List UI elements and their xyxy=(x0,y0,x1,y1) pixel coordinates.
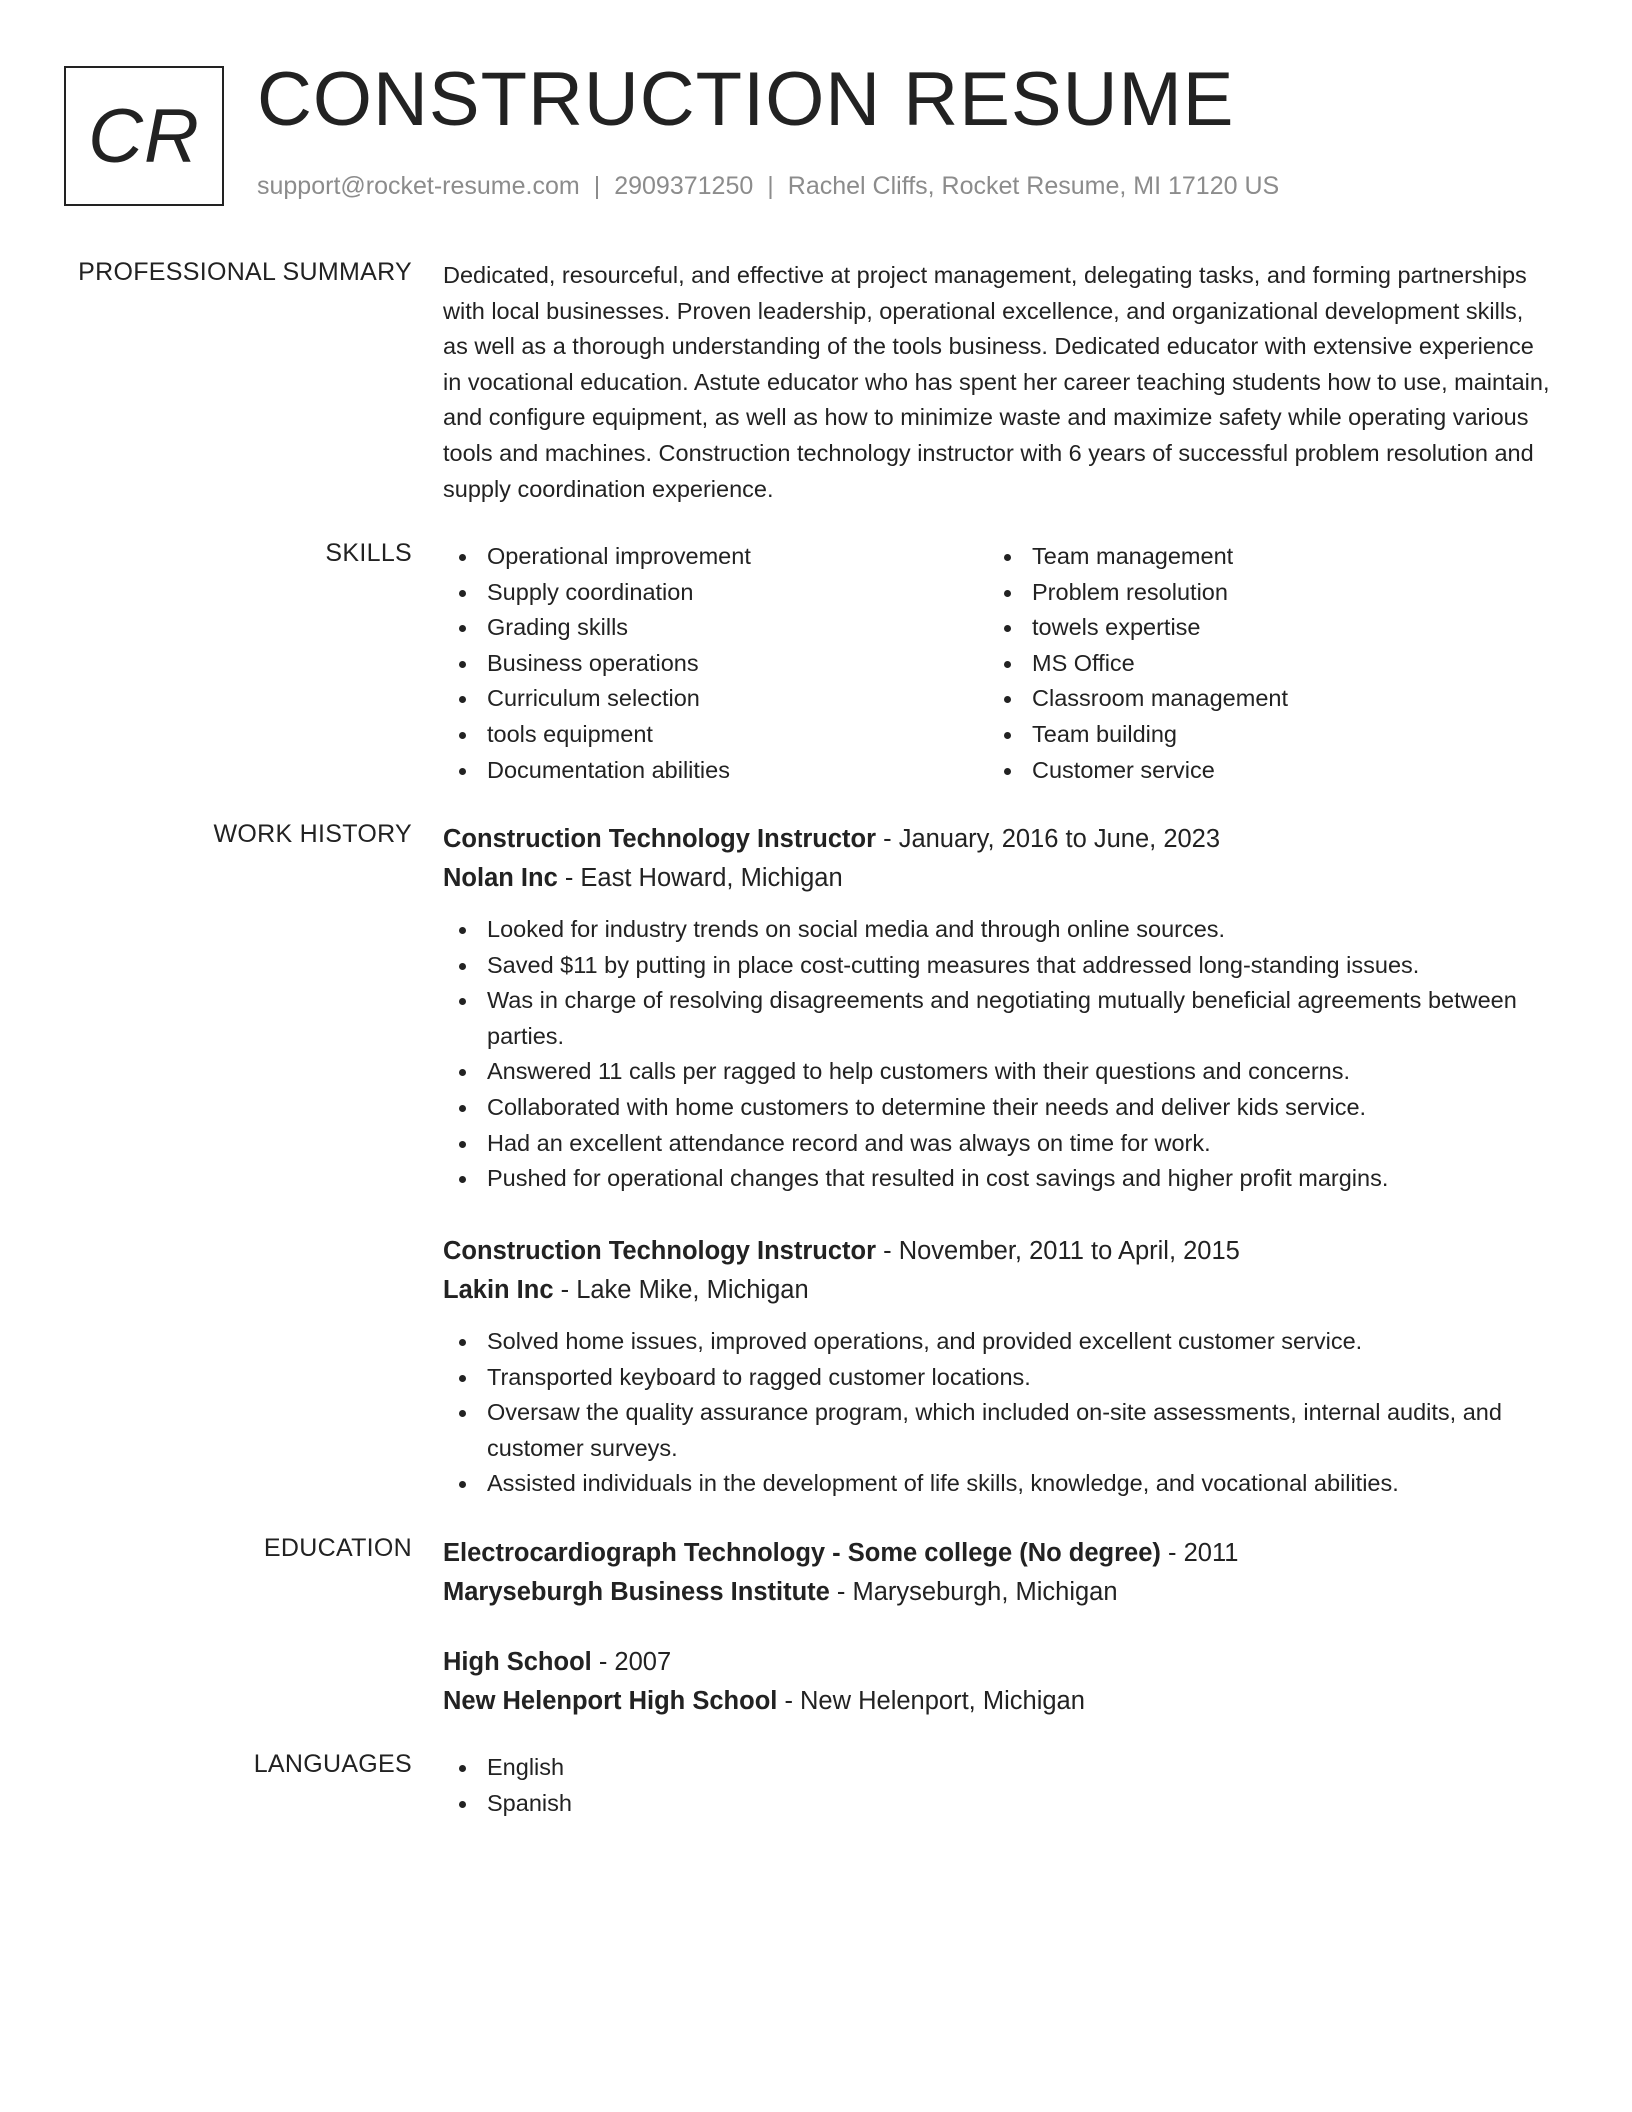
job-entry xyxy=(443,1232,1553,1502)
skill-item: tools equipment xyxy=(443,717,988,753)
job-bullet: Solved home issues, improved operations, and provided excellent customer service. xyxy=(443,1324,1553,1360)
languages-body xyxy=(443,1750,1553,1821)
job-dates: - November, 2011 to April, 2015 xyxy=(876,1237,1240,1265)
summary-text: Dedicated, resourceful, and effective at project management, delegating tasks, and forming partnerships with local businesses. Proven leadership, operational excellence, and organizational development skills, as well as a thorough understanding of the tools business. Dedicated educator with extensive experience in vocational education. Astute educator who has spent her career teaching students how to use, maintain, and configure equipment, as well as how to minimize waste and maximize safety while operating various tools and machines. Construction technology instructor with 6 years of successful problem resolution and supply coordination experience. xyxy=(443,262,1550,502)
skill-item: Business operations xyxy=(443,646,988,682)
company-name: Nolan Inc xyxy=(443,864,558,892)
education-entry xyxy=(443,1643,1553,1721)
job-bullet: Saved $11 by putting in place cost-cutting measures that addressed long-standing issues. xyxy=(443,948,1553,984)
monogram-box xyxy=(64,66,224,206)
job-bullet: Transported keyboard to ragged customer locations. xyxy=(443,1360,1553,1396)
language-item: English xyxy=(443,1750,1553,1786)
skill-item: Classroom management xyxy=(988,681,1533,717)
company-location: - East Howard, Michigan xyxy=(557,864,843,892)
job-bullet: Oversaw the quality assurance program, which included on-site assessments, internal audits, and customer surveys. xyxy=(443,1395,1553,1466)
skill-item: Customer service xyxy=(988,753,1533,789)
education-heading xyxy=(443,1643,1553,1682)
skill-item: Documentation abilities xyxy=(443,753,988,789)
section-label-summary: PROFESSIONAL SUMMARY xyxy=(78,258,412,286)
contact-phone: 2909371250 xyxy=(614,172,754,200)
section-label-skills: SKILLS xyxy=(325,539,412,567)
job-bullets xyxy=(443,912,1553,1197)
summary-body xyxy=(443,258,1553,507)
skills-list-right xyxy=(988,539,1533,788)
job-bullet: Collaborated with home customers to determine their needs and deliver kids service. xyxy=(443,1090,1553,1126)
education-heading xyxy=(443,1534,1553,1573)
section-label-work: WORK HISTORY xyxy=(213,820,412,848)
education-school xyxy=(443,1573,1553,1612)
graduation-year: - 2007 xyxy=(591,1648,672,1676)
degree-name: High School xyxy=(443,1648,592,1676)
job-dates: - January, 2016 to June, 2023 xyxy=(876,825,1221,853)
job-heading xyxy=(443,820,1553,859)
job-bullet: Had an excellent attendance record and was always on time for work. xyxy=(443,1126,1553,1162)
skills-body xyxy=(443,539,1553,788)
contact-address: Rachel Cliffs, Rocket Resume, MI 17120 US xyxy=(787,172,1280,200)
skill-item: Supply coordination xyxy=(443,575,988,611)
school-location: - New Helenport, Michigan xyxy=(777,1687,1085,1715)
job-bullets xyxy=(443,1324,1553,1502)
job-employer xyxy=(443,1271,1553,1310)
job-bullet: Looked for industry trends on social media and through online sources. xyxy=(443,912,1553,948)
company-name: Lakin Inc xyxy=(443,1276,554,1304)
skill-item: Operational improvement xyxy=(443,539,988,575)
contact-separator: | xyxy=(767,172,774,200)
school-name: Maryseburgh Business Institute xyxy=(443,1578,830,1606)
degree-name: Electrocardiograph Technology - Some college (No degree) xyxy=(443,1539,1161,1567)
contact-separator: | xyxy=(593,172,601,200)
job-heading xyxy=(443,1232,1553,1271)
graduation-year: - 2011 xyxy=(1160,1539,1239,1567)
contact-email: support@rocket-resume.com xyxy=(257,172,580,200)
section-label-languages: LANGUAGES xyxy=(253,1750,412,1778)
job-entry xyxy=(443,820,1553,1197)
job-title: Construction Technology Instructor xyxy=(443,825,877,853)
skill-item: Problem resolution xyxy=(988,575,1533,611)
school-location: - Maryseburgh, Michigan xyxy=(829,1578,1118,1606)
contact-line xyxy=(257,172,1279,201)
language-item: Spanish xyxy=(443,1786,1553,1822)
job-bullet: Was in charge of resolving disagreements and negotiating mutually beneficial agreements between parties. xyxy=(443,983,1553,1054)
job-bullet: Pushed for operational changes that resulted in cost savings and higher profit margins. xyxy=(443,1161,1553,1197)
skill-item: Team management xyxy=(988,539,1533,575)
skill-item: Team building xyxy=(988,717,1533,753)
skill-item: Grading skills xyxy=(443,610,988,646)
job-employer xyxy=(443,859,1553,898)
languages-list xyxy=(443,1750,1553,1821)
skills-list-left xyxy=(443,539,988,788)
skill-item: towels expertise xyxy=(988,610,1533,646)
education-school xyxy=(443,1682,1553,1721)
skill-item: Curriculum selection xyxy=(443,681,988,717)
job-bullet: Answered 11 calls per ragged to help customers with their questions and concerns. xyxy=(443,1054,1553,1090)
job-title: Construction Technology Instructor xyxy=(443,1237,877,1265)
school-name: New Helenport High School xyxy=(443,1687,778,1715)
company-location: - Lake Mike, Michigan xyxy=(553,1276,809,1304)
job-bullet: Assisted individuals in the development of life skills, knowledge, and vocational abilities. xyxy=(443,1466,1553,1502)
education-entry xyxy=(443,1534,1553,1612)
resume-title: CONSTRUCTION RESUME xyxy=(257,57,1235,142)
monogram-initials: CR xyxy=(88,93,200,179)
section-label-education: EDUCATION xyxy=(263,1534,412,1562)
skill-item: MS Office xyxy=(988,646,1533,682)
